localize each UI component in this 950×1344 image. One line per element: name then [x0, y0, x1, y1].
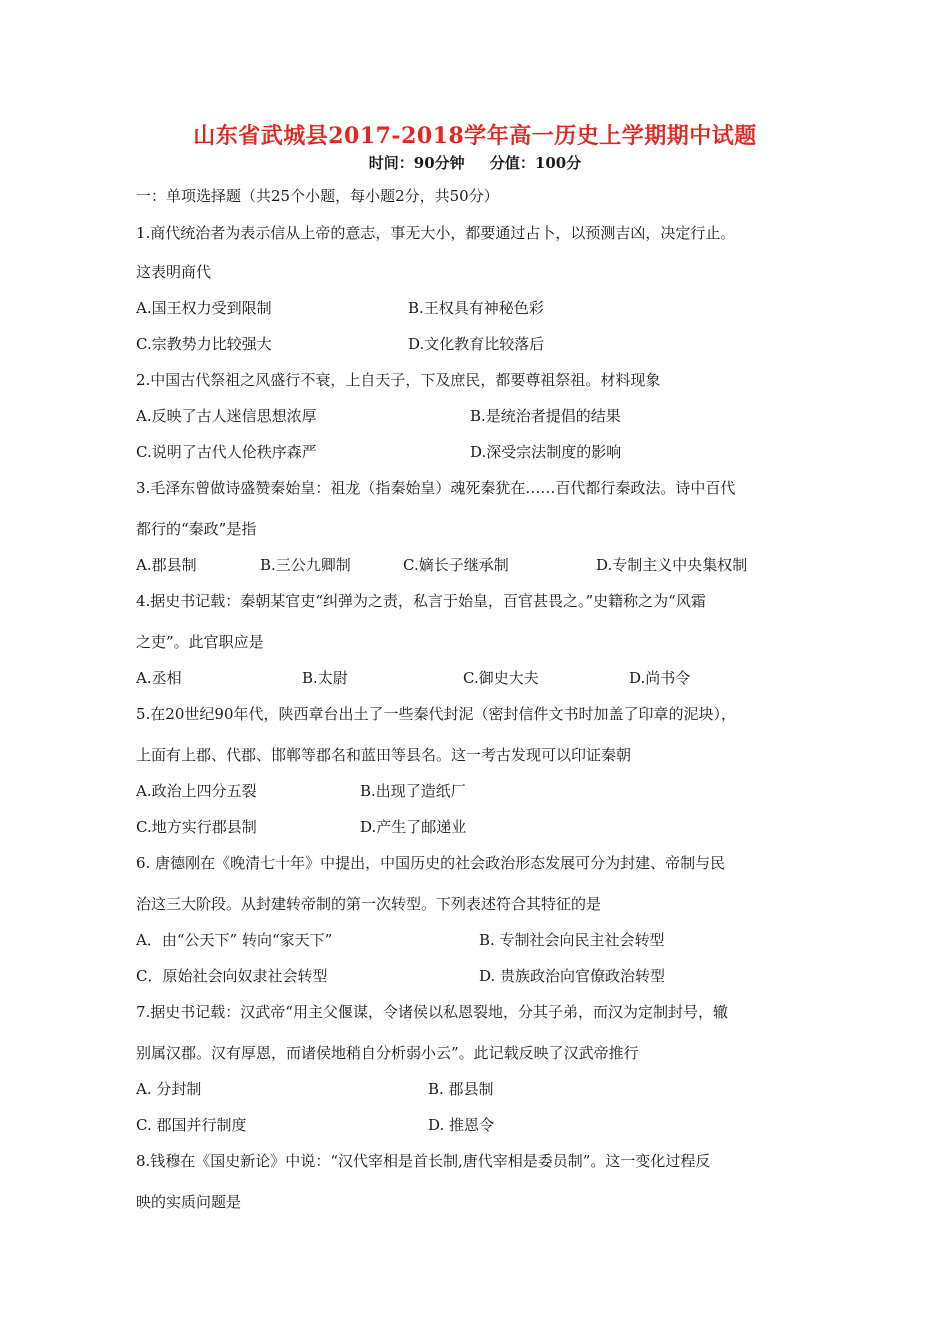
question-3-option-a: A.郡县制	[136, 556, 197, 574]
exam-info	[0, 152, 950, 173]
question-6-option-a: A．由“公天下” 转向“家天下”	[136, 931, 333, 949]
question-5-option-d: D.产生了邮递业	[360, 818, 467, 836]
question-1-option-b: B.王权具有神秘色彩	[408, 299, 544, 317]
exam-title: 山东省武城县2017-2018学年高一历史上学期期中试题	[193, 123, 757, 149]
question-2-line-1: 2.中国古代祭祖之风盛行不衰，上自天子，下及庶民，都要尊祖祭祖。材料现象	[136, 371, 661, 389]
question-7-option-b: B. 郡县制	[428, 1080, 494, 1098]
question-5-option-c: C.地方实行郡县制	[136, 818, 257, 836]
question-2-option-b: B.是统治者提倡的结果	[470, 407, 621, 425]
question-3-line-1: 3.毛泽东曾做诗盛赞秦始皇：祖龙（指秦始皇）魂死秦犹在……百代都行秦政法。诗中百代	[136, 479, 736, 497]
question-6-option-c: C．原始社会向奴隶社会转型	[136, 967, 328, 985]
question-4-option-c: C.御史大夫	[463, 669, 539, 687]
question-3-option-c: C.嫡长子继承制	[403, 556, 509, 574]
question-2-option-c: C.说明了古代人伦秩序森严	[136, 443, 317, 461]
question-4-line-1: 4.据史书记载：秦朝某官吏“纠弹为之责，私言于始皇，百官甚畏之。”史籍称之为“风霜	[136, 592, 706, 610]
question-2-option-d: D.深受宗法制度的影响	[470, 443, 622, 461]
question-1-option-c: C.宗教势力比较强大	[136, 335, 272, 353]
question-5-line-2: 上面有上郡、代郡、邯郸等郡名和蓝田等县名。这一考古发现可以印证秦朝	[136, 746, 632, 764]
question-6-line-2: 治这三大阶段。从封建转帝制的第一次转型。下列表述符合其特征的是	[136, 895, 602, 913]
question-5-option-a: A.政治上四分五裂	[136, 782, 257, 800]
question-8-line-2: 映的实质问题是	[136, 1193, 242, 1211]
exam-time: 时间：90分钟	[368, 154, 465, 172]
question-2-option-a: A.反映了古人迷信思想浓厚	[136, 407, 317, 425]
question-5-line-1: 5.在20世纪90年代，陕西章台出土了一些秦代封泥（密封信件文书时加盖了印章的泥块），	[136, 705, 736, 723]
question-6-option-d: D. 贵族政治向官僚政治转型	[479, 967, 666, 985]
question-1-option-a: A.国王权力受到限制	[136, 299, 272, 317]
question-3-option-d: D.专制主义中央集权制	[596, 556, 748, 574]
question-4-option-a: A.丞相	[136, 669, 182, 687]
question-7-option-d: D. 推恩令	[428, 1116, 495, 1134]
question-6-option-b: B. 专制社会向民主社会转型	[479, 931, 665, 949]
question-1-option-d: D.文化教育比较落后	[408, 335, 545, 353]
question-7-option-a: A. 分封制	[136, 1080, 202, 1098]
question-4-option-b: B.太尉	[302, 669, 348, 687]
question-4-line-2: 之吏”。此官职应是	[136, 633, 264, 651]
exam-score: 分值：100分	[489, 154, 582, 172]
question-7-line-1: 7.据史书记载：汉武帝“用主父偃谋，令诸侯以私恩裂地，分其子弟，而汉为定制封号，辙	[136, 1003, 728, 1021]
question-8-line-1: 8.钱穆在《国史新论》中说：“汉代宰相是首长制,唐代宰相是委员制”。这一变化过程反	[136, 1152, 711, 1170]
section-heading: 一：单项选择题（共25个小题，每小题2分，共50分）	[136, 187, 499, 205]
question-7-line-2: 别属汉郡。汉有厚恩，而诸侯地稍自分析弱小云”。此记载反映了汉武帝推行	[136, 1044, 639, 1062]
question-4-option-d: D.尚书令	[629, 669, 691, 687]
question-5-option-b: B.出现了造纸厂	[360, 782, 466, 800]
question-6-line-1: 6. 唐德刚在《晚清七十年》中提出，中国历史的社会政治形态发展可分为封建、帝制与民	[136, 854, 726, 872]
question-3-option-b: B.三公九卿制	[260, 556, 351, 574]
question-1-line-2: 这表明商代	[136, 263, 212, 281]
question-3-line-2: 都行的“秦政”是指	[136, 520, 257, 538]
question-1-line-1: 1.商代统治者为表示信从上帝的意志，事无大小，都要通过占卜，以预测吉凶，决定行止。	[136, 224, 736, 242]
question-7-option-c: C. 郡国并行制度	[136, 1116, 247, 1134]
